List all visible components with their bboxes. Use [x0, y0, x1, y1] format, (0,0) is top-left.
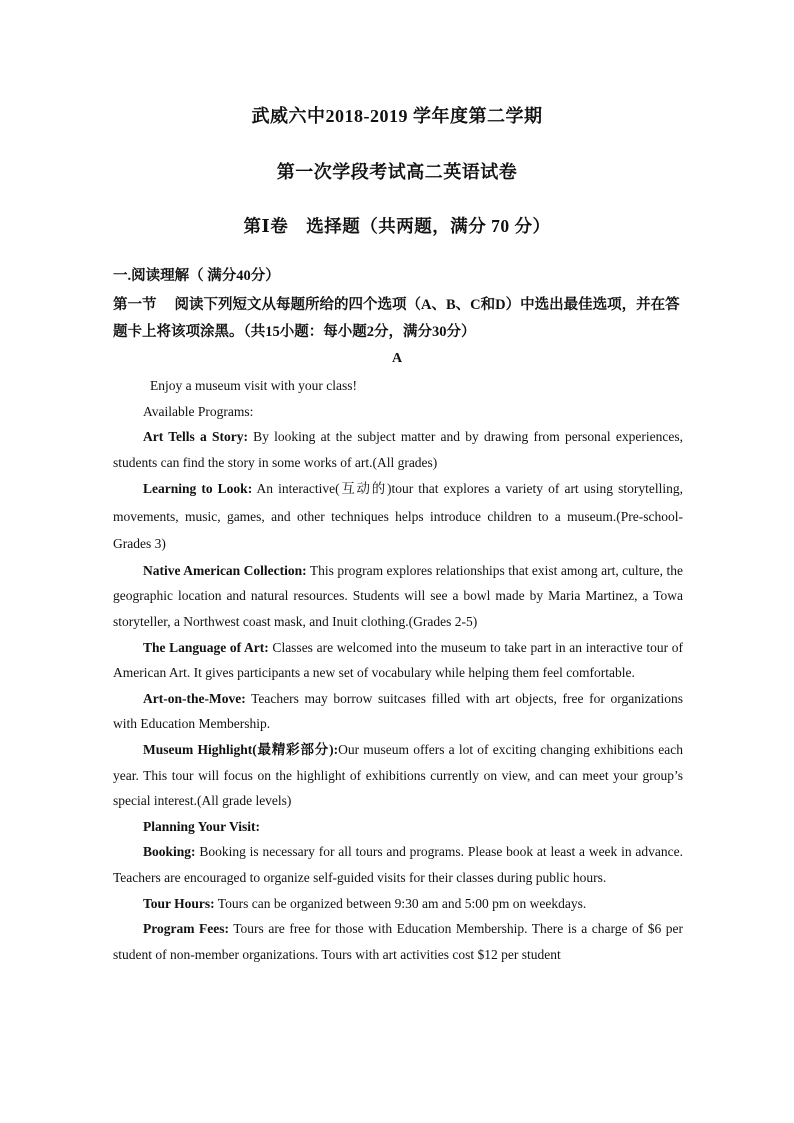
program-term: Learning to Look:	[143, 481, 253, 497]
program-description: An interactive(互动的)tour that explores a variety of art using storytelling, movements, music, games, and other techniques helps introduce children to a museum.(Pre-school-Grades 3)	[113, 481, 683, 552]
exam-title-subject: 第一次学段考试高二英语试卷	[276, 162, 518, 182]
planning-visit-heading: Planning Your Visit:	[143, 818, 261, 834]
planning-term: Program Fees:	[143, 921, 229, 937]
program-term: Museum Highlight(最精彩部分):	[143, 742, 339, 758]
program-description: Our museum offers a lot of exciting changing exhibitions each year. This tour will focus on the highlight of exhibitions currently on view, and can meet your group’s special interest.(All grade levels)	[113, 742, 683, 809]
planning-description: Tours are free for those with Education Membership. There is a charge of $6 per student of non-member organizations. Tours with art activities cost $12 per student	[113, 921, 683, 962]
program-item	[113, 475, 683, 558]
passage-intro: Enjoy a museum visit with your class!	[150, 378, 357, 393]
section-one-instruction-text: 阅读下列短文从每题所给的四个选项（A、B、C和D）中选出最佳选项，并在答题卡上将该项涂黑。（共15小题：每小题2分，满分30分）	[113, 297, 680, 340]
program-item	[113, 737, 683, 814]
program-description: By looking at the subject matter and by drawing from personal experiences, students can find the story in some works of art.(All grades)	[113, 429, 683, 470]
planning-description: Booking is necessary for all tours and programs. Please book at least a week in advance. Teachers are encouraged to organize self-guided visits for their classes during public hours.	[113, 844, 683, 885]
program-item	[113, 424, 683, 475]
planning-item	[113, 891, 683, 917]
exam-title-school-term: 武威六中2018-2019 学年度第二学期	[251, 106, 543, 126]
program-term: Art Tells a Story:	[143, 429, 248, 445]
planning-item	[113, 839, 683, 890]
program-item	[113, 558, 683, 635]
available-programs-heading: Available Programs:	[143, 403, 254, 419]
program-term: Art-on-the-Move:	[143, 690, 246, 706]
planning-item	[113, 916, 683, 967]
exam-part-heading: 第Ⅰ卷 选择题（共两题，满分 70 分）	[243, 216, 551, 236]
program-description: Classes are welcomed into the museum to take part in an interactive tour of American Art. It gives participants a new set of vocabulary while helping them feel comfortable.	[113, 639, 684, 681]
planning-term: Booking:	[143, 844, 196, 860]
program-description: This program explores relationships that exist among art, culture, the geographic location and natural resources. Students will see a bowl made by Maria Martinez, a Towa storyteller, a Northwest coast mask, and Inuit clothing.(Grades 2-5)	[113, 562, 683, 630]
program-item	[113, 686, 683, 737]
passage-label: A	[391, 351, 403, 366]
program-term: The Language of Art:	[143, 639, 269, 655]
section-one-instructions	[113, 292, 693, 346]
passage-body	[113, 373, 683, 967]
program-item	[113, 635, 683, 686]
planning-description: Tours can be organized between 9:30 am and 5:00 pm on weekdays.	[214, 895, 587, 911]
program-term: Native American Collection:	[143, 562, 307, 578]
planning-term: Tour Hours:	[143, 895, 215, 911]
reading-section-heading: 一.阅读理解（ 满分40分）	[113, 268, 280, 284]
program-description: Teachers may borrow suitcases filled with art objects, free for organizations with Education Membership.	[113, 690, 683, 732]
section-one-label: 第一节	[113, 297, 157, 313]
